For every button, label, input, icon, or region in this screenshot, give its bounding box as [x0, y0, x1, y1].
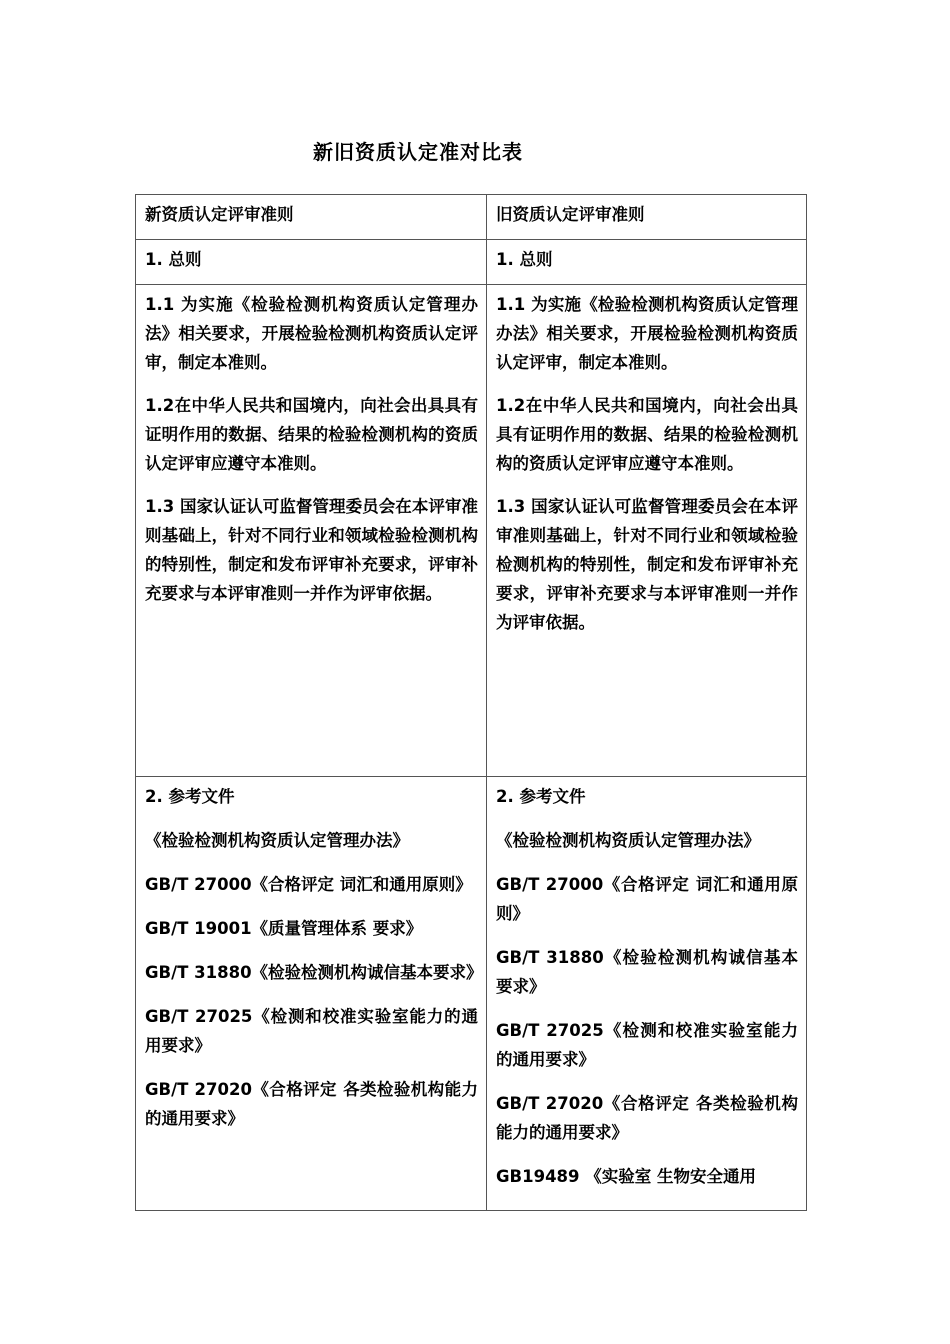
- header-cell-old: [487, 195, 807, 240]
- clause-1-3-new: 1.3 国家认证认可监督管理委员会在本评审准则基础上，针对不同行业和领域检验检测机构的特别性，制定和发布评审补充要求，评审补充要求与本评审准则一并作为评审依据。: [145, 497, 478, 603]
- references-heading-old: 2. 参考文件: [496, 787, 586, 806]
- header-cell-new: [136, 195, 487, 240]
- document-title: 新旧资质认定准对比表: [313, 140, 523, 164]
- clause-1-2-new: 1.2在中华人民共和国境内，向社会出具具有证明作用的数据、结果的检验检测机构的资质认定评审应遵守本准则。: [145, 396, 478, 473]
- general-cell-new: [136, 285, 487, 777]
- references-heading-new: 2. 参考文件: [145, 787, 235, 806]
- section1-old-label: 1. 总则: [496, 250, 553, 269]
- reference-item-new: GB/T 27025《检测和校准实验室能力的通用要求》: [145, 1007, 478, 1055]
- table-header-row: [136, 195, 807, 240]
- reference-item-new: GB/T 27000《合格评定 词汇和通用原则》: [145, 875, 472, 894]
- section1-cell-new: [136, 240, 487, 285]
- clause-1-1-new: 1.1 为实施《检验检测机构资质认定管理办法》相关要求，开展检验检测机构资质认定评审，制定本准则。: [145, 295, 478, 372]
- reference-item-old: GB/T 27025《检测和校准实验室能力的通用要求》: [496, 1021, 798, 1069]
- clause-1-3-old: 1.3 国家认证认可监督管理委员会在本评审准则基础上，针对不同行业和领域检验检测机构的特别性，制定和发布评审补充要求，评审补充要求与本评审准则一并作为评审依据。: [496, 497, 798, 632]
- header-old-label: 旧资质认定评审准则: [496, 205, 645, 224]
- section1-cell-old: [487, 240, 807, 285]
- reference-item-new: GB/T 31880《检验检测机构诚信基本要求》: [145, 963, 483, 982]
- reference-item-old-truncated: GB19489 《实验室 生物安全通用: [496, 1167, 757, 1186]
- reference-item-new: 《检验检测机构资质认定管理办法》: [145, 831, 409, 850]
- reference-item-new: GB/T 27020《合格评定 各类检验机构能力的通用要求》: [145, 1080, 478, 1128]
- references-cell-old: [487, 777, 807, 1211]
- reference-item-old: GB/T 27020《合格评定 各类检验机构能力的通用要求》: [496, 1094, 798, 1142]
- section-row-general-heading: [136, 240, 807, 285]
- header-new-label: 新资质认定评审准则: [145, 205, 294, 224]
- section-row-references: [136, 777, 807, 1211]
- clause-1-2-old: 1.2在中华人民共和国境内，向社会出具具有证明作用的数据、结果的检验检测机构的资质认定评审应遵守本准则。: [496, 396, 798, 473]
- reference-item-old: GB/T 31880《检验检测机构诚信基本要求》: [496, 948, 798, 996]
- section1-new-label: 1. 总则: [145, 250, 202, 269]
- reference-item-new: GB/T 19001《质量管理体系 要求》: [145, 919, 423, 938]
- references-cell-new: [136, 777, 487, 1211]
- general-cell-old: [487, 285, 807, 777]
- reference-item-old: GB/T 27000《合格评定 词汇和通用原则》: [496, 875, 798, 923]
- section-row-general-content: [136, 285, 807, 777]
- clause-1-1-old: 1.1 为实施《检验检测机构资质认定管理办法》相关要求，开展检验检测机构资质认定评审，制定本准则。: [496, 295, 798, 372]
- comparison-table: [135, 194, 807, 1211]
- reference-item-old: 《检验检测机构资质认定管理办法》: [496, 831, 760, 850]
